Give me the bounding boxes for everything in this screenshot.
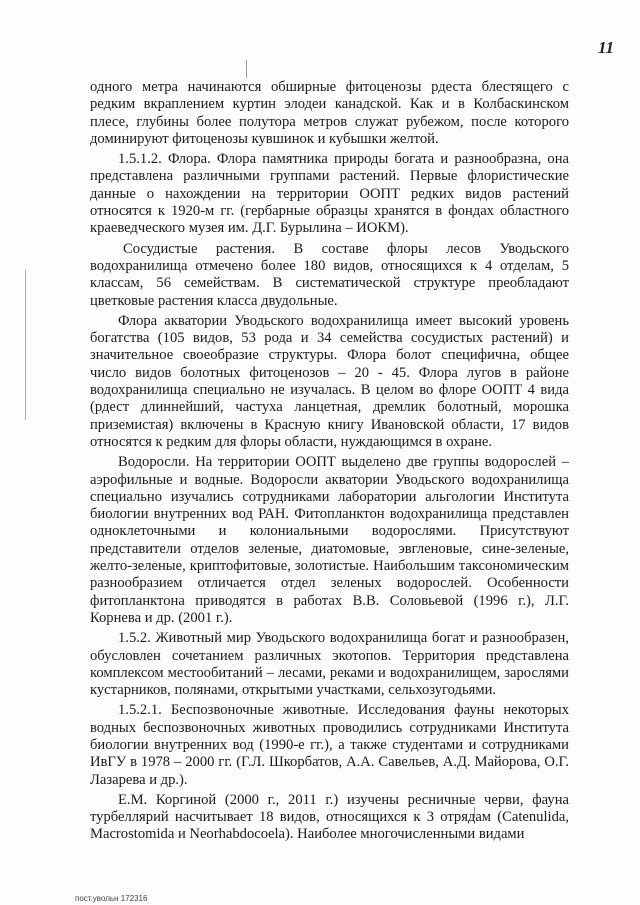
- paragraph-invertebrates: 1.5.2.1. Беспозвоночные животные. Исследования фауны некоторых водных беспозвоночных животных проводились сотрудниками Института биологии внутренних вод (1990-е гг.), а также студентами и сотрудниками ИвГУ в 1978 – 2000 гг. (Г.Л. Шкорбатов, А.А. Савельев, А.Д. Майорова, О.Г. Лазарева и др.).: [90, 702, 569, 788]
- scan-mark: [25, 270, 26, 420]
- paragraph-flora: 1.5.1.2. Флора. Флора памятника природы богата и разнообразна, она представлена различными группами растений. Первые флористические данные о нахождении на территории ООПТ редких видов растений относятся к 1920-м гг. (гербарные образцы хранятся в фондах областного краеведческого музея им. Д.Г. Бурылина – ИОКМ).: [90, 151, 569, 237]
- paragraph-turbellaria: Е.М. Коргиной (2000 г., 2011 г.) изучены ресничные черви, фауна турбеллярий насчитывает 18 видов, относящихся к 3 отрядам (Catenulida, Macrostomida и Neorhabdocoela). Наиболее многочисленными видами: [90, 791, 569, 843]
- paragraph-algae: Водоросли. На территории ООПТ выделено две группы водорослей – аэрофильные и водные. Водоросли акватории Уводьского водохранилища специально изучались сотрудниками лаборатории альгологии Института биологии внутренних вод РАН. Фитопланктон водохранилища представлен одноклеточными и колониальными водорослями. Присутствуют представители отделов зеленые, диатомовые, эвгленовые, сине-зеленые, желто-зеленые, криптофитовые, золотистые. Наибольшим таксономическим разнообразием отличается отдел зеленых водорослей. Особенности фитопланктона приводятся в работах В.В. Соловьевой (1996 г.), Л.Г. Корнева и др. (2001 г.).: [90, 454, 569, 626]
- paragraph-vascular-plants: Сосудистые растения. В составе флоры лесов Уводьского водохранилища отмечено более 180 видов, относящихся к 4 отделам, 5 классам, 56 семействам. В систематической структуре преобладают цветковые растения класса двудольные.: [90, 240, 569, 309]
- paragraph-aquatic-flora: Флора акватории Уводьского водохранилища имеет высокий уровень богатства (105 видов, 53 рода и 34 семейства сосудистых растений) и значительное своеобразие структуры. Флора болот специфична, общее число видов болотных фитоценозов – 20 - 45. Флора лугов в районе водохранилища специально не изучалась. В целом во флоре ООПТ 4 вида (рдест длиннейший, частуха ланцетная, дремлик болотный, морошка приземистая) включены в Красную книгу Ивановской области, 17 видов относятся к редким для флоры области, нуждающимся в охране.: [90, 312, 569, 450]
- scan-mark: [246, 60, 247, 78]
- paragraph-continuation: одного метра начинаются обширные фитоценозы рдеста блестящего с редким вкраплением куртин элодеи канадской. Как и в Колбаскинском плесе, глубины более полутора метров служат рубежом, после которого доминируют фитоценозы кувшинок и кубышки желтой.: [90, 79, 569, 147]
- document-body: [90, 79, 569, 844]
- paragraph-fauna: 1.5.2. Животный мир Уводьского водохранилища богат и разнообразен, обусловлен сочетанием различных экотопов. Территория представлена комплексом местообитаний – лесами, реками и водохранилищем, зарослями кустарников, полянами, открытыми участками, сельхозугодьями.: [90, 630, 569, 699]
- page-number: 11: [598, 38, 615, 57]
- footer-stamp: пост.увольн 172316: [75, 894, 148, 903]
